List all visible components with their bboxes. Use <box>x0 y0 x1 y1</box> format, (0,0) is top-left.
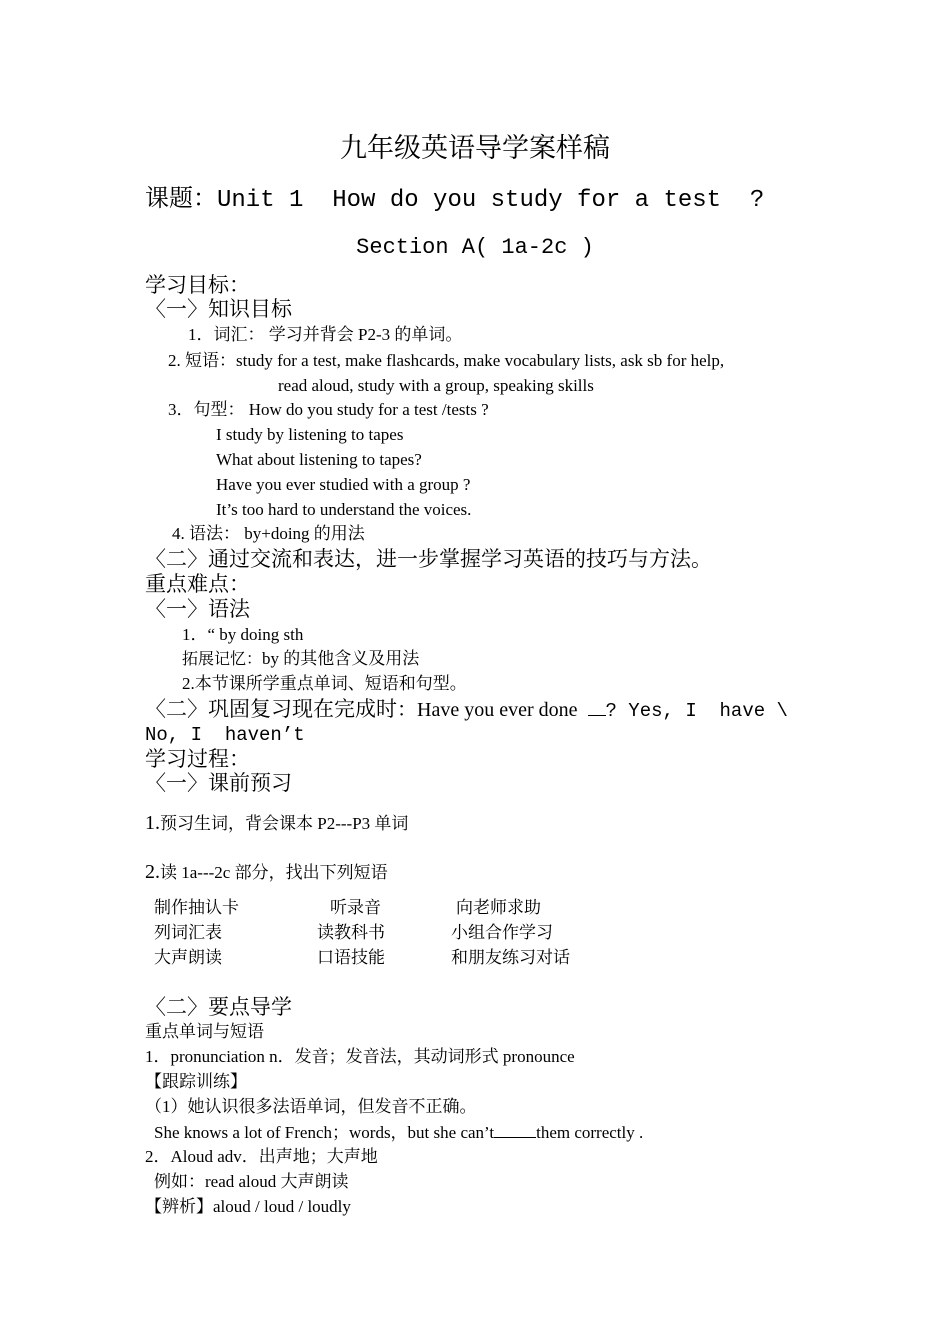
review-line <box>145 699 788 721</box>
grammar-heading: 〈一〉语法 <box>145 597 250 621</box>
practice-question: （1）她认识很多法语单词，但发音不正确。 <box>145 1097 477 1116</box>
topic-label: 课题： <box>145 184 217 212</box>
phrase-cell: 口语技能 <box>317 948 385 967</box>
analysis-label: 【辨析】aloud / loud / loudly <box>145 1197 351 1216</box>
grammar-goal: 4. 语法： by+doing 的用法 <box>172 524 365 543</box>
vocab-goal: 1．词汇： 学习并背会 P2-3 的单词。 <box>188 325 463 344</box>
sentence-example: I study by listening to tapes <box>216 425 404 444</box>
task-number: 2. <box>145 861 160 883</box>
preview-task-1 <box>145 813 408 833</box>
extend-text: by 的其他含义及用法 <box>262 649 420 668</box>
preview-task-2 <box>145 862 388 882</box>
answer-blank <box>588 705 606 716</box>
task-text: 读 1a---2c 部分，找出下列短语 <box>160 863 388 882</box>
review-answer-line2: No, I haven’t <box>145 724 305 746</box>
answer-blank[interactable] <box>494 1123 536 1138</box>
key-point-1: 1．“ by doing sth <box>182 625 304 644</box>
practice-english <box>154 1123 643 1141</box>
review-heading: 〈二〉巩固复习现在完成时 <box>145 697 397 721</box>
task-number: 1. <box>145 812 160 834</box>
review-answer: ? Yes, I have \ <box>605 700 788 722</box>
section-title: Section A( 1a-2c ) <box>356 235 594 260</box>
topic-text: Unit 1 How do you study for a test ? <box>217 187 765 214</box>
practice-label: 【跟踪训练】 <box>145 1072 247 1091</box>
page-title: 九年级英语导学案样稿 <box>340 133 610 164</box>
extend-memory-line <box>182 650 419 667</box>
goals-heading: 学习目标： <box>145 273 250 297</box>
phrase-cell: 小组合作学习 <box>451 923 553 942</box>
sentence-example: Have you ever studied with a group ? <box>216 475 471 494</box>
phrase-cell: 制作抽认卡 <box>154 898 239 917</box>
key-points-heading: 重点难点： <box>145 572 250 596</box>
phrases-goal-line1: 2. 短语：study for a test, make flashcards, make vocabulary lists, ask sb for help, <box>168 351 725 370</box>
process-heading: 学习过程： <box>145 747 250 771</box>
key-point-2: 2.本节课所学重点单词、短语和句型。 <box>182 674 467 693</box>
phrase-cell: 向老师求助 <box>456 898 541 917</box>
practice-english-b: them correctly . <box>536 1123 644 1142</box>
topic-line <box>145 186 764 213</box>
skill-goal-heading: 〈二〉通过交流和表达，进一步掌握学习英语的技巧与方法。 <box>145 547 712 571</box>
word-item-1: 1．pronunciation n．发音；发音法，其动词形式 pronounce <box>145 1047 575 1066</box>
phrase-cell: 听录音 <box>330 898 381 917</box>
focus-heading: 〈二〉要点导学 <box>145 995 292 1019</box>
preview-heading: 〈一〉课前预习 <box>145 771 292 795</box>
phrase-cell: 大声朗读 <box>154 948 222 967</box>
word-item-2: 2．Aloud adv．出声地；大声地 <box>145 1147 378 1166</box>
knowledge-goals-heading: 〈一〉知识目标 <box>145 297 292 321</box>
phrase-cell: 和朋友练习对话 <box>451 948 570 967</box>
sentence-example: What about listening to tapes? <box>216 450 422 469</box>
focus-subheading: 重点单词与短语 <box>145 1022 264 1041</box>
practice-english-a: She knows a lot of French；words，but she can’t <box>154 1123 495 1142</box>
phrases-goal-line2: read aloud, study with a group, speaking skills <box>278 376 594 395</box>
phrase-cell: 读教科书 <box>317 923 385 942</box>
word-example: 例如：read aloud 大声朗读 <box>154 1172 349 1191</box>
review-sentence: ：Have you ever done <box>397 699 578 721</box>
extend-label: 拓展记忆： <box>182 649 263 668</box>
phrase-cell: 列词汇表 <box>154 923 222 942</box>
sentence-goal: 3．句型： How do you study for a test /tests ? <box>168 400 489 419</box>
task-text: 预习生词，背会课本 P2---P3 单词 <box>160 814 409 833</box>
sentence-example: It’s too hard to understand the voices. <box>216 500 472 519</box>
